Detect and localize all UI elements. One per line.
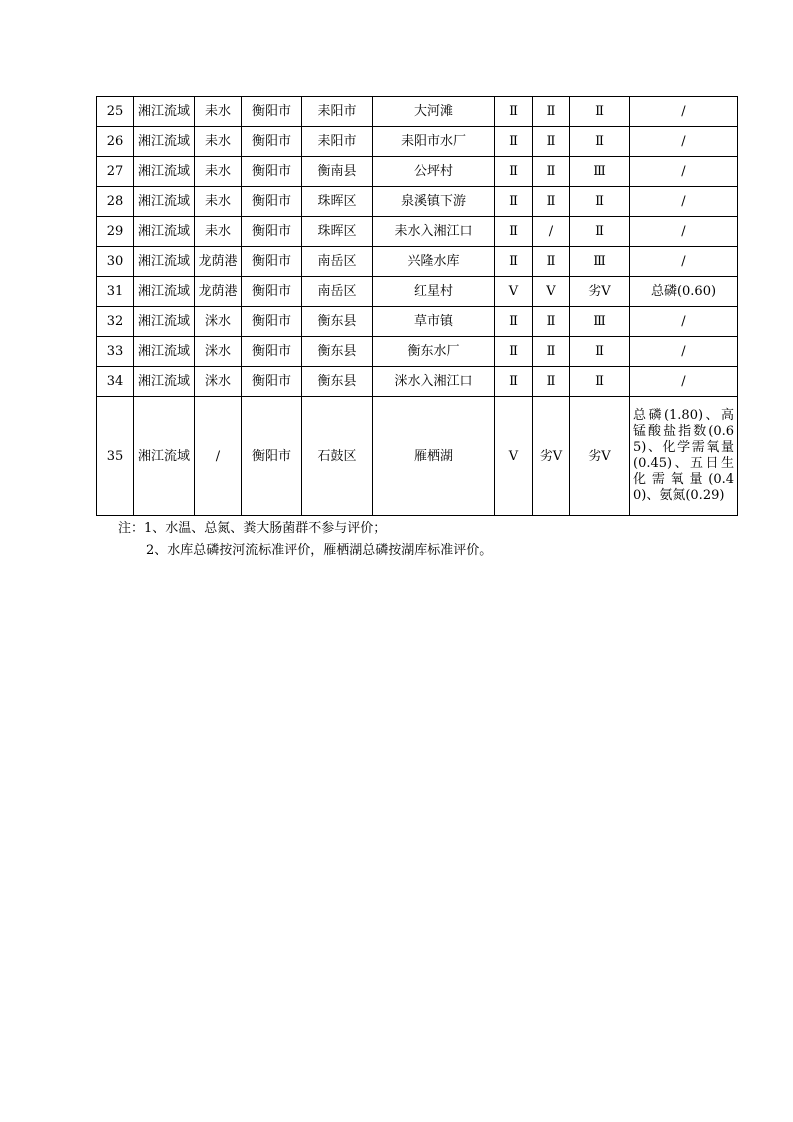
cell-county: 衡南县 xyxy=(302,157,373,187)
cell-river: 耒水 xyxy=(195,217,242,247)
cell-county: 南岳区 xyxy=(302,277,373,307)
cell-index: 35 xyxy=(97,397,134,516)
cell-county: 珠晖区 xyxy=(302,217,373,247)
cell-station: 红星村 xyxy=(373,277,495,307)
cell-basin: 湘江流域 xyxy=(134,337,195,367)
cell-river: 耒水 xyxy=(195,187,242,217)
cell-exceed: / xyxy=(630,307,738,337)
cell-basin: 湘江流域 xyxy=(134,277,195,307)
cell-q2: / xyxy=(533,217,570,247)
cell-q3: Ⅱ xyxy=(570,97,630,127)
cell-city: 衡阳市 xyxy=(242,217,302,247)
cell-exceed: / xyxy=(630,97,738,127)
cell-q3: Ⅱ xyxy=(570,217,630,247)
cell-station: 耒阳市水厂 xyxy=(373,127,495,157)
cell-river: 洣水 xyxy=(195,367,242,397)
cell-q1: Ⅱ xyxy=(495,367,533,397)
cell-station: 大河滩 xyxy=(373,97,495,127)
cell-exceed: / xyxy=(630,247,738,277)
cell-county: 石鼓区 xyxy=(302,397,373,516)
cell-basin: 湘江流域 xyxy=(134,187,195,217)
cell-city: 衡阳市 xyxy=(242,187,302,217)
cell-q1: Ⅱ xyxy=(495,187,533,217)
cell-county: 衡东县 xyxy=(302,367,373,397)
cell-station: 雁栖湖 xyxy=(373,397,495,516)
cell-station: 公坪村 xyxy=(373,157,495,187)
table-row xyxy=(97,157,738,187)
cell-index: 32 xyxy=(97,307,134,337)
cell-exceed: / xyxy=(630,367,738,397)
cell-q1: Ⅴ xyxy=(495,277,533,307)
table-row xyxy=(97,217,738,247)
cell-exceed: / xyxy=(630,217,738,247)
cell-basin: 湘江流域 xyxy=(134,247,195,277)
cell-index: 25 xyxy=(97,97,134,127)
cell-city: 衡阳市 xyxy=(242,397,302,516)
table-row xyxy=(97,127,738,157)
cell-station: 耒水入湘江口 xyxy=(373,217,495,247)
cell-station: 草市镇 xyxy=(373,307,495,337)
cell-q2: 劣Ⅴ xyxy=(533,397,570,516)
cell-city: 衡阳市 xyxy=(242,97,302,127)
cell-index: 30 xyxy=(97,247,134,277)
cell-river: 龙荫港 xyxy=(195,247,242,277)
table-notes xyxy=(118,518,492,562)
cell-county: 衡东县 xyxy=(302,307,373,337)
cell-river: 龙荫港 xyxy=(195,277,242,307)
cell-county: 珠晖区 xyxy=(302,187,373,217)
cell-city: 衡阳市 xyxy=(242,277,302,307)
cell-index: 26 xyxy=(97,127,134,157)
cell-county: 衡东县 xyxy=(302,337,373,367)
cell-station: 衡东水厂 xyxy=(373,337,495,367)
cell-q1: Ⅱ xyxy=(495,247,533,277)
cell-q1: Ⅱ xyxy=(495,337,533,367)
cell-county: 南岳区 xyxy=(302,247,373,277)
cell-city: 衡阳市 xyxy=(242,367,302,397)
cell-q3: Ⅲ xyxy=(570,307,630,337)
cell-q3: Ⅲ xyxy=(570,247,630,277)
cell-exceed: / xyxy=(630,337,738,367)
cell-q1: Ⅱ xyxy=(495,157,533,187)
cell-basin: 湘江流域 xyxy=(134,157,195,187)
cell-index: 29 xyxy=(97,217,134,247)
cell-q1: Ⅱ xyxy=(495,307,533,337)
table-row xyxy=(97,367,738,397)
cell-q2: Ⅱ xyxy=(533,337,570,367)
cell-index: 28 xyxy=(97,187,134,217)
cell-q2: Ⅱ xyxy=(533,187,570,217)
cell-station: 洣水入湘江口 xyxy=(373,367,495,397)
cell-river: 耒水 xyxy=(195,97,242,127)
table-row xyxy=(97,397,738,516)
cell-county: 耒阳市 xyxy=(302,127,373,157)
note-line-2: 2、水库总磷按河流标准评价，雁栖湖总磷按湖库标准评价。 xyxy=(146,543,493,558)
cell-city: 衡阳市 xyxy=(242,337,302,367)
cell-exceed: / xyxy=(630,187,738,217)
cell-basin: 湘江流域 xyxy=(134,367,195,397)
cell-city: 衡阳市 xyxy=(242,247,302,277)
cell-exceed: 总磷(0.60) xyxy=(630,277,738,307)
cell-exceed: / xyxy=(630,127,738,157)
cell-exceed: 总磷(1.80)、高锰酸盐指数(0.65)、化学需氧量(0.45)、五日生化需氧量(0.40)、氨氮(0.29) xyxy=(630,397,738,516)
cell-q2: Ⅱ xyxy=(533,367,570,397)
cell-index: 27 xyxy=(97,157,134,187)
note-line-1: 注：1、水温、总氮、粪大肠菌群不参与评价； xyxy=(118,521,387,536)
water-quality-table xyxy=(96,96,738,516)
cell-q1: Ⅱ xyxy=(495,127,533,157)
cell-river: 洣水 xyxy=(195,307,242,337)
cell-basin: 湘江流域 xyxy=(134,127,195,157)
cell-q3: 劣Ⅴ xyxy=(570,397,630,516)
cell-q2: Ⅱ xyxy=(533,157,570,187)
cell-station: 兴隆水库 xyxy=(373,247,495,277)
cell-q1: Ⅱ xyxy=(495,217,533,247)
cell-river: 耒水 xyxy=(195,157,242,187)
cell-river: 耒水 xyxy=(195,127,242,157)
cell-q2: Ⅱ xyxy=(533,127,570,157)
cell-q2: Ⅱ xyxy=(533,307,570,337)
cell-q1: Ⅴ xyxy=(495,397,533,516)
cell-station: 泉溪镇下游 xyxy=(373,187,495,217)
table-row xyxy=(97,337,738,367)
cell-exceed: / xyxy=(630,157,738,187)
cell-index: 34 xyxy=(97,367,134,397)
cell-q2: Ⅱ xyxy=(533,247,570,277)
cell-basin: 湘江流域 xyxy=(134,307,195,337)
cell-q1: Ⅱ xyxy=(495,97,533,127)
cell-q3: Ⅱ xyxy=(570,127,630,157)
cell-q3: 劣Ⅴ xyxy=(570,277,630,307)
cell-river: / xyxy=(195,397,242,516)
cell-q3: Ⅱ xyxy=(570,337,630,367)
cell-q3: Ⅱ xyxy=(570,187,630,217)
table-row xyxy=(97,187,738,217)
table-row xyxy=(97,97,738,127)
table-row xyxy=(97,277,738,307)
cell-basin: 湘江流域 xyxy=(134,217,195,247)
cell-q3: Ⅲ xyxy=(570,157,630,187)
table-row xyxy=(97,307,738,337)
cell-index: 31 xyxy=(97,277,134,307)
table-row xyxy=(97,247,738,277)
cell-q2: Ⅴ xyxy=(533,277,570,307)
cell-basin: 湘江流域 xyxy=(134,397,195,516)
cell-county: 耒阳市 xyxy=(302,97,373,127)
cell-index: 33 xyxy=(97,337,134,367)
cell-river: 洣水 xyxy=(195,337,242,367)
cell-basin: 湘江流域 xyxy=(134,97,195,127)
cell-city: 衡阳市 xyxy=(242,127,302,157)
cell-city: 衡阳市 xyxy=(242,307,302,337)
cell-city: 衡阳市 xyxy=(242,157,302,187)
cell-q3: Ⅱ xyxy=(570,367,630,397)
cell-q2: Ⅱ xyxy=(533,97,570,127)
